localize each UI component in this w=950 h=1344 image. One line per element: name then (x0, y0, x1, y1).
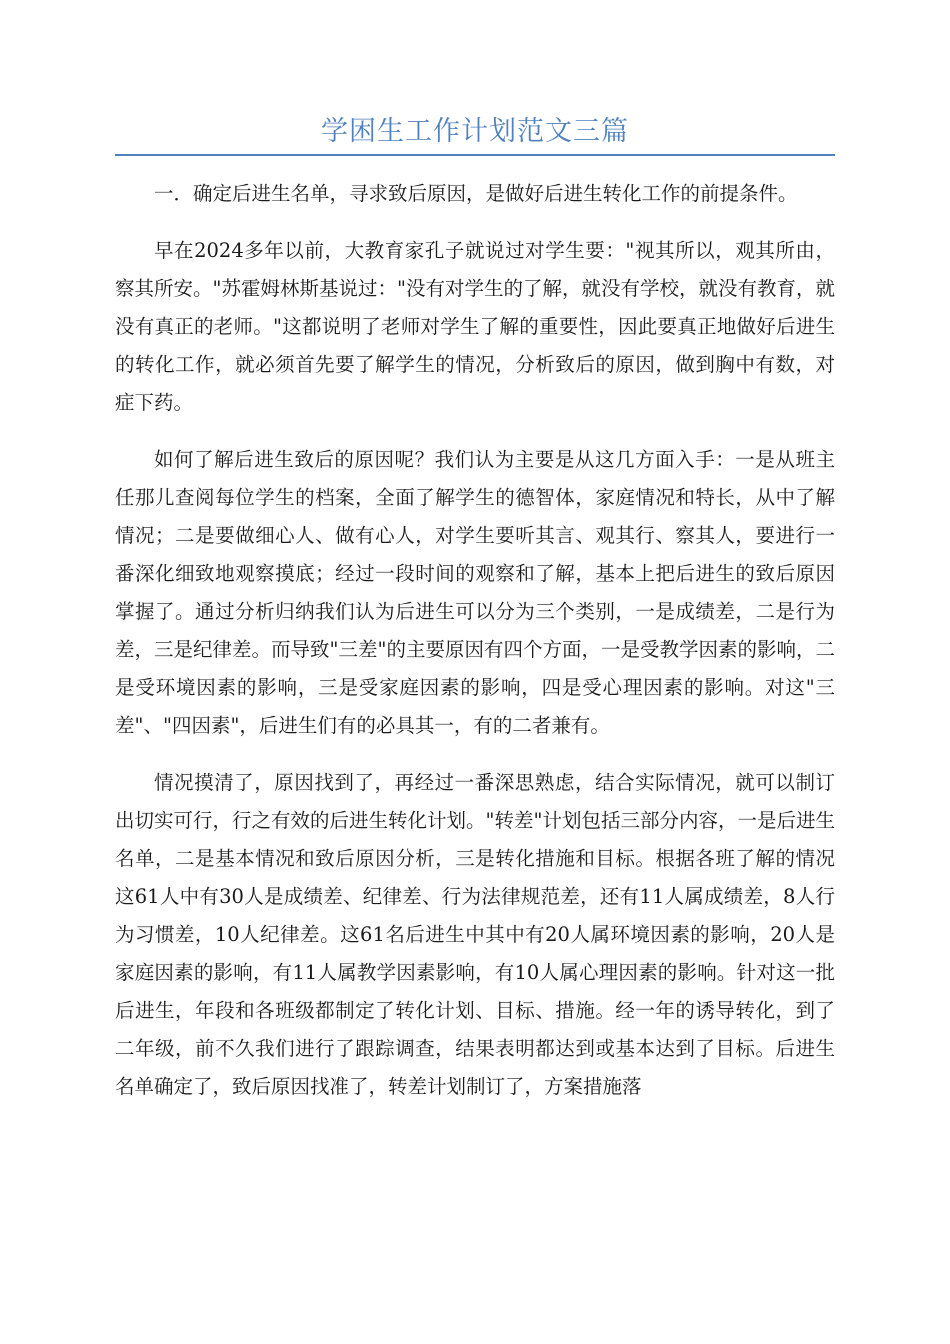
paragraph-2: 早在2024多年以前，大教育家孔子就说过对学生要："视其所以，观其所由，察其所安。"苏霍姆林斯基说过："没有对学生的了解，就没有学校，就没有教育，就没有真正的老师。"这都说明了老师对学生了解的重要性，因此要真正地做好后进生的转化工作，就必须首先要了解学生的情况，分析致后的原因，做到胸中有数，对症下药。 (115, 239, 835, 414)
paragraph-4: 情况摸清了，原因找到了，再经过一番深思熟虑，结合实际情况，就可以制订出切实可行，行之有效的后进生转化计划。"转差"计划包括三部分内容，一是后进生名单，二是基本情况和致后原因分析，三是转化措施和目标。根据各班了解的情况这61人中有30人是成绩差、纪律差、行为法律规范差，还有11人属成绩差，8人行为习惯差，10人纪律差。这61名后进生中其中有20人属环境因素的影响，20人是家庭因素的影响，有11人属教学因素影响，有10人属心理因素的影响。针对这一批后进生，年段和各班级都制定了转化计划、目标、措施。经一年的诱导转化，到了二年级，前不久我们进行了跟踪调查，结果表明都达到或基本达到了目标。后进生名单确定了，致后原因找准了，转差计划制订了，方案措施落 (115, 771, 835, 1098)
title-underline (115, 154, 835, 156)
paragraph-3: 如何了解后进生致后的原因呢？我们认为主要是从这几方面入手：一是从班主任那儿查阅每位学生的档案，全面了解学生的德智体，家庭情况和特长，从中了解情况；二是要做细心人、做有心人，对学生要听其言、观其行、察其人，要进行一番深化细致地观察摸底；经过一段时间的观察和了解，基本上把后进生的致后原因掌握了。通过分析归纳我们认为后进生可以分为三个类别，一是成绩差，二是行为差，三是纪律差。而导致"三差"的主要原因有四个方面，一是受教学因素的影响，二是受环境因素的影响，三是受家庭因素的影响，四是受心理因素的影响。对这"三差"、"四因素"，后进生们有的必具其一，有的二者兼有。 (115, 448, 835, 737)
document-body (115, 175, 835, 1125)
document-title: 学困生工作计划范文三篇 (321, 116, 629, 147)
paragraph-1: 一．确定后进生名单，寻求致后原因，是做好后进生转化工作的前提条件。 (154, 182, 798, 205)
